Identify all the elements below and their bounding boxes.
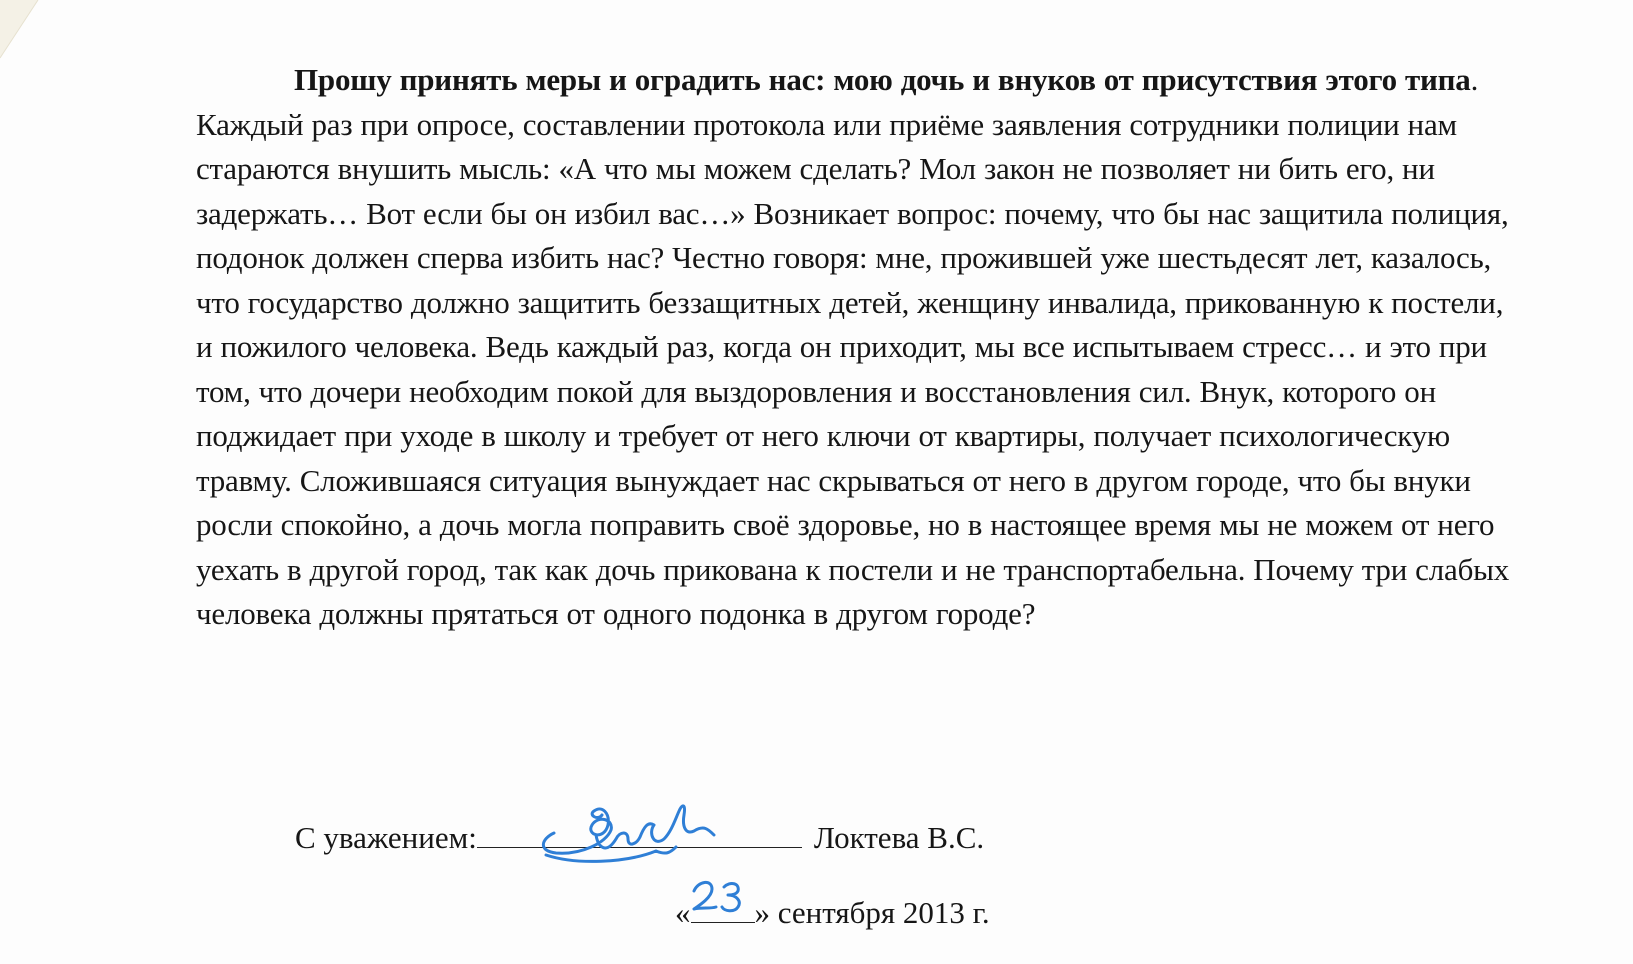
date-month-year: сентября 2013 г. xyxy=(777,895,990,930)
folded-corner xyxy=(0,0,60,60)
letter-body-text: . Каждый раз при опросе, составлении протокола или приёме заявления сотрудники полиции нам стараются внушить мысль: «А что мы можем сделать? Мол закон не позволяет ни бить его, ни задержать… Вот если бы он избил вас…» Возникает вопрос: почему, что бы нас защитила полиция, подонок должен сперва избить нас? Честно говоря: мне, прожившей уже шестьдесят лет, казалось, что государство должно защитить беззащитных детей, женщину инвалида, прикованную к постели, и пожилого человека. Ведь каждый раз, когда он приходит, мы все испытываем стресс… и это при том, что дочери необходим покой для выздоровления и восстановления сил. Внук, которого он поджидает при уходе в школу и требует от него ключи от квартиры, получает психологическую травму. Сложившаяся ситуация вынуждает нас скрываться от него в другом городе, что бы внуки росли спокойно, а дочь могла поправить своё здоровье, но в настоящее время мы не можем от него уехать в другой город, так как дочь прикована к постели и не транспортабельна. Почему три слабых человека должны прятаться от одного подонка в другом городе? xyxy=(196,62,1510,631)
signer-name: Локтева В.С. xyxy=(813,820,985,855)
salutation: С уважением: xyxy=(295,820,477,855)
date-close-quote: » xyxy=(754,895,770,930)
letter-lead-bold: Прошу принять меры и оградить нас: мою дочь и внуков от присутствия этого типа xyxy=(294,62,1471,97)
handwritten-day xyxy=(688,875,758,915)
handwritten-signature xyxy=(536,795,736,875)
letter-body xyxy=(196,58,1526,637)
date-open-quote: « xyxy=(675,895,691,930)
